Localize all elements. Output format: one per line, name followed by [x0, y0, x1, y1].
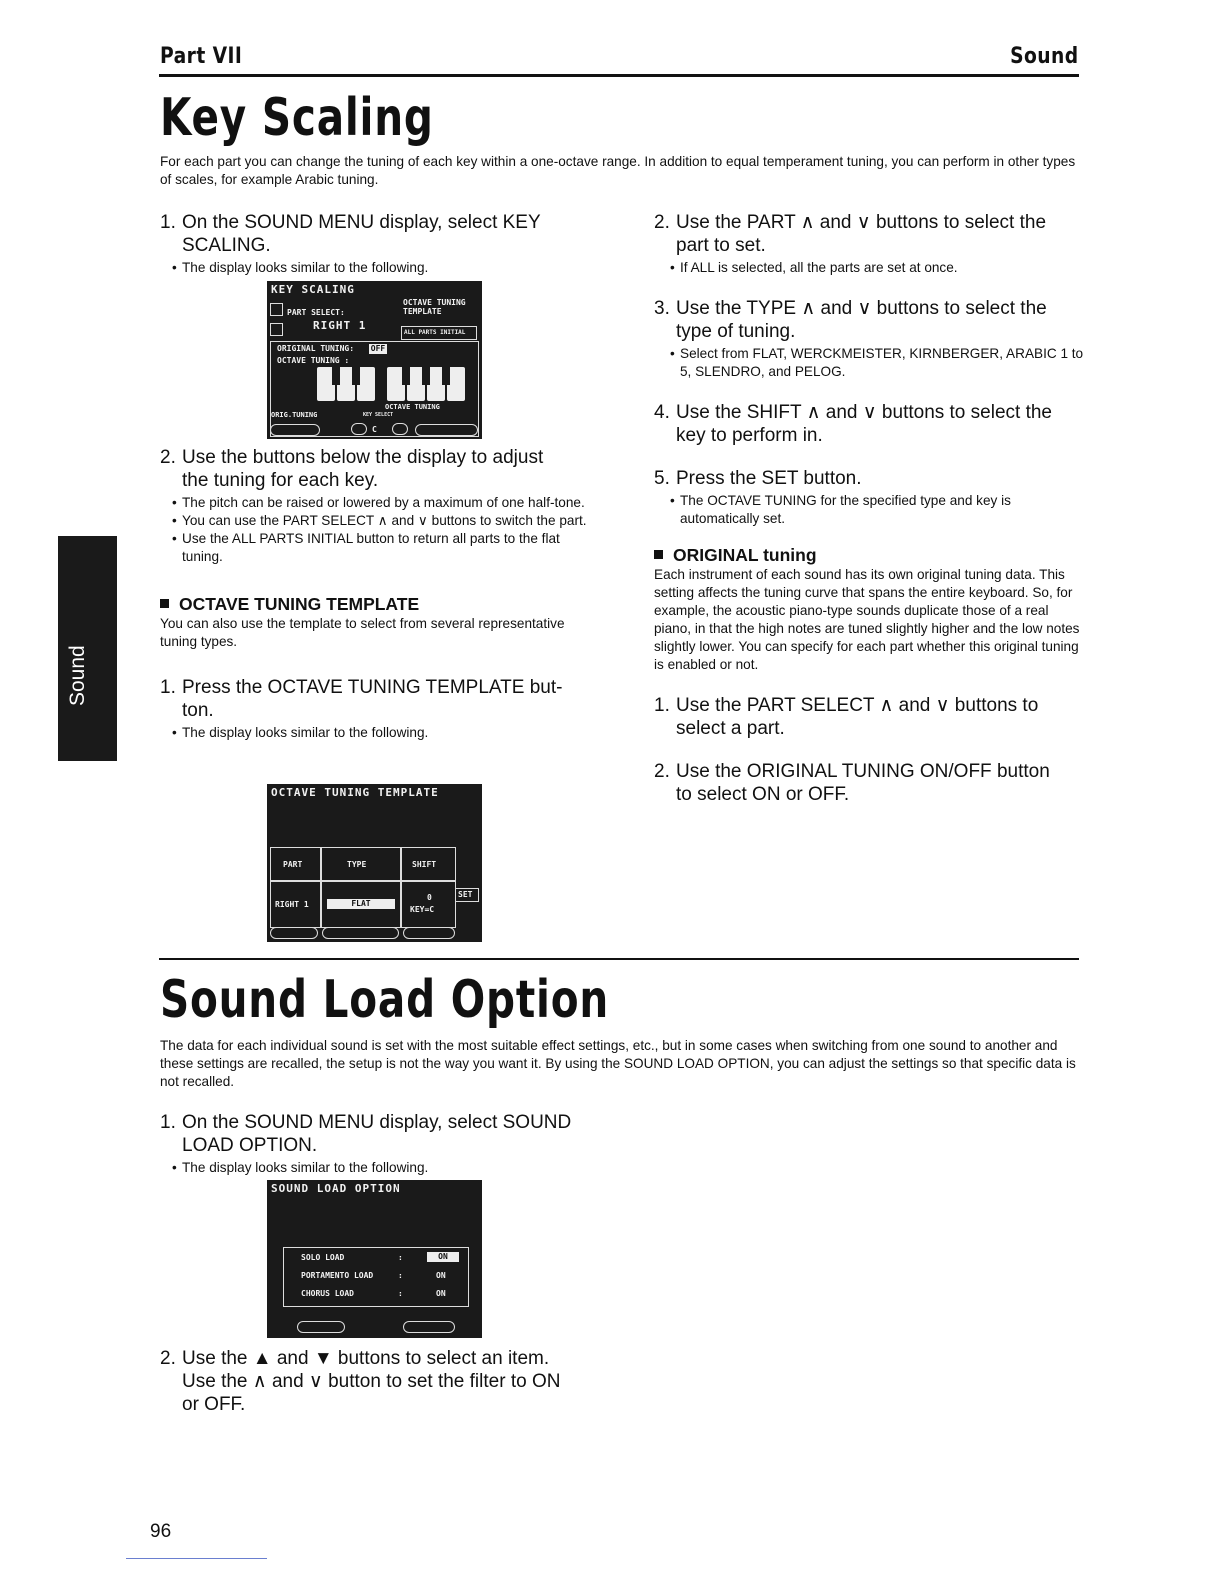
- lcd2-title: OCTAVE TUNING TEMPLATE: [271, 786, 439, 799]
- ks-step-1-bullet: • The display looks similar to the following.: [166, 259, 600, 277]
- ks-r-step-4: 4. Use the SHIFT ∧ and ∨ buttons to select the key to perform in.: [654, 402, 1052, 446]
- sound-load-steps: [160, 1111, 600, 1177]
- all-parts-initial-button[interactable]: ALL PARTS INITIAL: [401, 326, 477, 340]
- header-section: Sound: [1010, 44, 1079, 69]
- key-scaling-display: KEY SCALING PART SELECT: RIGHT 1 OCTAVE TUNING TEMPLATE ALL PARTS INITIAL ORIGINAL TUNING: OFF OCTAVE TUNING : ORIG.TUNING OCTAVE TUNING KEY SELECT C: [267, 281, 482, 439]
- lcd1-title: KEY SCALING: [271, 283, 355, 296]
- ks-r-step-2: 2. Use the PART ∧ and ∨ buttons to select the part to set.: [654, 212, 1047, 256]
- key-right-button[interactable]: [392, 423, 408, 435]
- ks-step-2-bullet-2: • You can use the PART SELECT ∧ and ∨ buttons to switch the part.: [166, 512, 602, 530]
- chorus-load-value[interactable]: ON: [436, 1289, 446, 1298]
- ks-r-step-3-bullet: • Select from FLAT, WERCKMEISTER, KIRNBERGER, ARABIC 1 to 5, SLENDRO, and PELOG.: [664, 345, 1090, 381]
- original-tuning-heading: ORIGINAL tuning: [654, 544, 1080, 566]
- ot-step-1-bullet: • The display looks similar to the following.: [166, 724, 600, 742]
- octave-template-text: You can also use the template to select from several representative tuning types.: [160, 616, 565, 649]
- side-tab: [58, 536, 117, 761]
- item-select-buttons[interactable]: [297, 1321, 345, 1333]
- orig-tuning-button[interactable]: [270, 424, 320, 436]
- ks-step-2-bullet-3: • Use the ALL PARTS INITIAL button to return all parts to the flat tuning.: [166, 530, 602, 566]
- key-d-sharp[interactable]: [352, 367, 360, 385]
- left-column: [160, 211, 600, 277]
- key-scaling-intro: For each part you can change the tuning of each key within a one-octave range. In addition to equal temperament tuning, you can perform in other types of scales, for example Arabic tuning.: [160, 154, 1076, 187]
- octave-template-heading: OCTAVE TUNING TEMPLATE: [160, 593, 600, 615]
- side-tab-label: Sound: [66, 645, 89, 706]
- solo-load-value[interactable]: ON: [427, 1252, 459, 1262]
- right-column: [654, 211, 1084, 806]
- key-scaling-title: Key Scaling: [160, 88, 434, 148]
- ks-step-2-bullet-1: • The pitch can be raised or lowered by a maximum of one half-tone.: [166, 494, 602, 512]
- type-value[interactable]: FLAT: [327, 899, 395, 909]
- key-c-sharp[interactable]: [332, 367, 340, 385]
- lcd3-title: SOUND LOAD OPTION: [271, 1182, 401, 1195]
- part-buttons[interactable]: [270, 927, 318, 939]
- set-button[interactable]: SET: [455, 888, 479, 902]
- key-a-sharp[interactable]: [442, 367, 450, 385]
- ks-r-step-5-bullet: • The OCTAVE TUNING for the specified type and key is automatically set.: [664, 492, 1090, 528]
- orig-step-1: 1. Use the PART SELECT ∧ and ∨ buttons to select a part.: [654, 695, 1039, 739]
- sound-load-intro: The data for each individual sound is set with the most suitable effect settings, etc., but in some cases when switching from one sound to another and these settings are recalled, the setup is not the way you want it. By using the SOUND LOAD OPTION, you can adjust the settings so that specific data is not recalled.: [160, 1038, 1076, 1089]
- part-down-button[interactable]: [270, 323, 283, 336]
- header-rule: [159, 74, 1079, 77]
- octave-tuning-button[interactable]: [415, 424, 478, 436]
- ks-r-step-2-bullet: • If ALL is selected, all the parts are set at once.: [664, 259, 1080, 277]
- sound-load-display: SOUND LOAD OPTION SOLO LOAD : ON PORTAMENTO LOAD : ON CHORUS LOAD : ON: [267, 1180, 482, 1338]
- ot-step-1: 1. Press the OCTAVE TUNING TEMPLATE but- ton.: [160, 677, 563, 721]
- sl-step-2: 2. Use the ▲ and ▼ buttons to select an item. Use the ∧ and ∨ button to set the filter to ON or OFF.: [160, 1348, 561, 1415]
- ks-r-step-3: 3. Use the TYPE ∧ and ∨ buttons to select the type of tuning.: [654, 298, 1047, 342]
- page-number: 96: [150, 1521, 172, 1542]
- footer-line: [126, 1558, 267, 1559]
- portamento-load-value[interactable]: ON: [436, 1271, 446, 1280]
- sound-load-step-2: [160, 1347, 600, 1416]
- ks-r-step-5: 5. Press the SET button.: [654, 468, 862, 489]
- shift-buttons[interactable]: [403, 927, 455, 939]
- orig-step-2: 2. Use the ORIGINAL TUNING ON/OFF button to select ON or OFF.: [654, 761, 1050, 805]
- on-off-buttons[interactable]: [403, 1321, 455, 1333]
- original-tuning-text: Each instrument of each sound has its own original tuning data. This setting affects the tuning curve that spans the entire keyboard. So, for example, the acoustic piano-type sounds duplicate those of a real piano, in that the high notes are tuned slightly higher and the low notes slightly lower. You can specify for each part whether this original tuning is enabled or not.: [654, 567, 1080, 672]
- original-tuning-toggle[interactable]: OFF: [370, 344, 386, 353]
- key-g-sharp[interactable]: [422, 367, 430, 385]
- section-rule: [159, 958, 1079, 960]
- sl-step-1-bullet: • The display looks similar to the following.: [166, 1159, 600, 1177]
- sl-step-1: 1. On the SOUND MENU display, select SOUND LOAD OPTION.: [160, 1112, 572, 1156]
- octave-template-display: OCTAVE TUNING TEMPLATE PART TYPE SHIFT RIGHT 1 FLAT 0 KEY=C SET: [267, 784, 482, 942]
- sound-load-title: Sound Load Option: [160, 970, 610, 1030]
- key-left-button[interactable]: [351, 423, 367, 435]
- ks-step-2: 2. Use the buttons below the display to adjust the tuning for each key.: [160, 447, 544, 491]
- header-part: Part VII: [160, 44, 243, 69]
- left-column-2: [160, 446, 600, 742]
- type-buttons[interactable]: [322, 927, 399, 939]
- ks-step-1: 1. On the SOUND MENU display, select KEY SCALING.: [160, 212, 541, 256]
- key-f-sharp[interactable]: [402, 367, 410, 385]
- part-up-button[interactable]: [270, 303, 283, 316]
